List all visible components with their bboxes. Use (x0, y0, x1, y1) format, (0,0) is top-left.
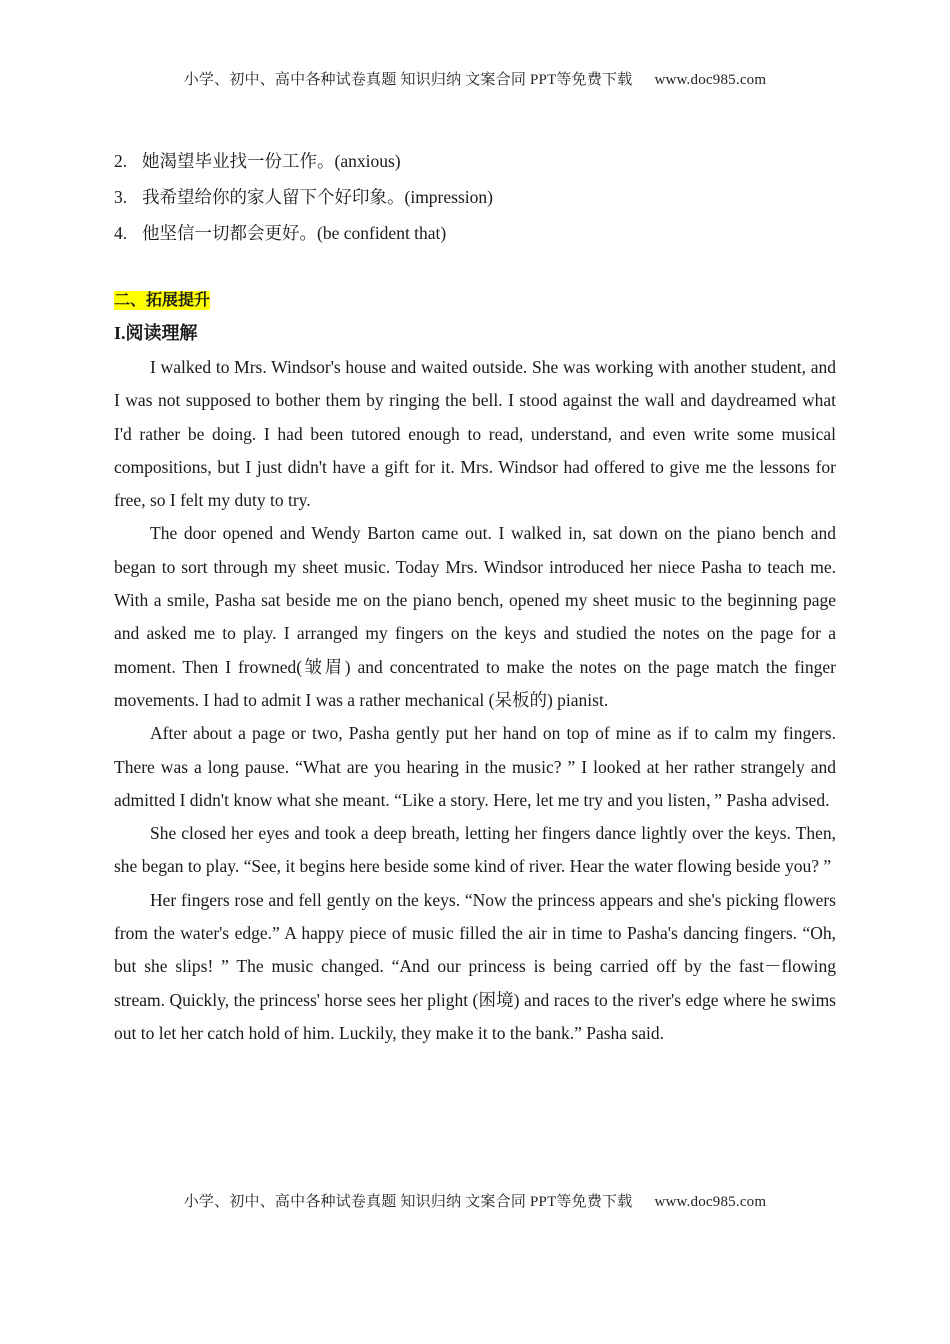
passage-paragraph: The door opened and Wendy Barton came out. I walked in, sat down on the piano bench and began to sort through my sheet music. Today Mrs. Windsor introduced her niece Pasha to teach me. With a smile, Pasha sat beside me on the piano bench, opened my sheet music to the beginning page and asked me to play. I arranged my fingers on the keys and studied the notes on the page for a moment. Then I frowned(皱眉) and concentrated to make the notes on the page match the finger movements. I had to admit I was a rather mechanical (呆板的) pianist. (114, 523, 836, 710)
page-footer (0, 1190, 950, 1211)
section-heading (114, 287, 210, 310)
list-item (114, 215, 844, 251)
header-text: 小学、初中、高中各种试卷真题 知识归纳 文案合同 PPT等免费下载 (183, 72, 633, 88)
footer-url[interactable]: www.doc985.com (654, 1194, 767, 1210)
page-header (0, 68, 950, 89)
item-text: 我希望给你的家人留下个好印象。(impression) (142, 187, 493, 207)
footer-text: 小学、初中、高中各种试卷真题 知识归纳 文案合同 PPT等免费下载 (183, 1194, 633, 1210)
reading-passage (114, 351, 836, 1050)
section-title-highlighted: 二、拓展提升 (114, 292, 211, 309)
list-item (114, 179, 844, 215)
item-text: 他坚信一切都会更好。(be confident that) (142, 223, 447, 243)
item-number: 4. (114, 223, 128, 243)
passage-paragraph: She closed her eyes and took a deep breath, letting her fingers dance lightly over the keys. Then, she began to play. “See, it begins here beside some kind of river. Hear the water flowing beside you? ” (114, 823, 836, 877)
item-number: 3. (114, 187, 128, 207)
passage-paragraph: Her fingers rose and fell gently on the keys. “Now the princess appears and she's picking flowers from the water's edge.” A happy piece of music filled the air in time to Pasha's dancing fingers. “Oh, but she slips! ” The music changed. “And our princess is being carried off by the fast－flowing stream. Quickly, the princess' horse sees her plight (困境) and races to the river's edge where he swims out to let her catch hold of him. Luckily, they make it to the bank.” Pasha said. (114, 889, 836, 1043)
translation-list (114, 143, 844, 251)
list-item (114, 143, 844, 179)
item-number: 2. (114, 151, 128, 171)
header-url[interactable]: www.doc985.com (654, 72, 767, 88)
reading-subheading: I.阅读理解 (114, 323, 198, 343)
passage-paragraph: I walked to Mrs. Windsor's house and waited outside. She was working with another student, and I was not supposed to bother them by ringing the bell. I stood against the wall and daydreamed what I'd rather be doing. I had been tutored enough to read, understand, and even write some musical compositions, but I just didn't have a gift for it. Mrs. Windsor had offered to give me the lessons for free, so I felt my duty to try. (114, 357, 836, 511)
passage-paragraph: After about a page or two, Pasha gently put her hand on top of mine as if to calm my fingers. There was a long pause. “What are you hearing in the music? ” I looked at her rather strangely and admitted I didn't know what she meant. “Like a story. Here, let me try and you listen，” Pasha advised. (114, 723, 836, 810)
item-text: 她渴望毕业找一份工作。(anxious) (142, 151, 401, 171)
